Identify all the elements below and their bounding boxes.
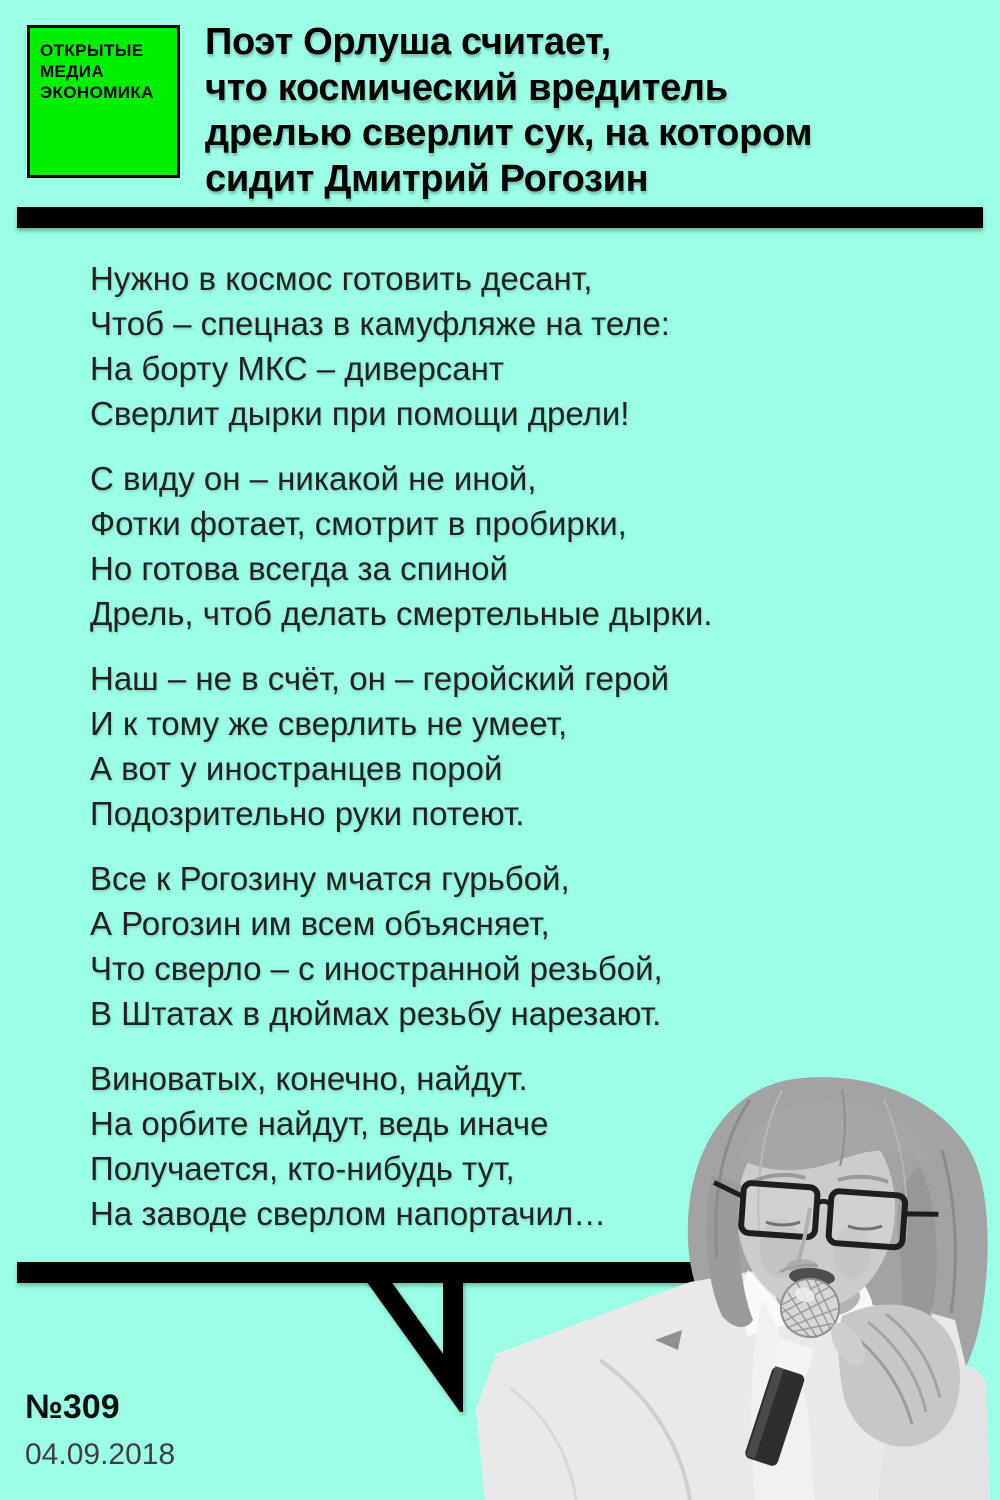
poem-line: Но готова всегда за спиной (90, 550, 508, 587)
poem-line: С виду он – никакой не иной, (90, 460, 537, 497)
poem-stanza-1 (90, 256, 712, 436)
poem-line: И к тому же сверлить не умеет, (90, 705, 568, 742)
poem-stanza-2 (90, 456, 712, 636)
headline-line-1: Поэт Орлуша считает, (205, 21, 611, 63)
headline-line-2: что космический вредитель (205, 66, 728, 109)
poem-line: Подозрительно руки потеют. (90, 795, 525, 832)
poem-line: А вот у иностранцев порой (90, 750, 503, 787)
poem-line: Что сверло – с иностранной резьбой, (90, 950, 663, 987)
logo-line-1: ОТКРЫТЫЕ (40, 41, 144, 60)
poem-line: На орбите найдут, ведь иначе (90, 1105, 549, 1142)
poem-line: Все к Рогозину мчатся гурьбой, (90, 860, 570, 897)
poet-orlusha-portrait-photo (450, 1058, 1000, 1500)
poem-stanza-3 (90, 656, 712, 836)
poem-line: Наш – не в счёт, он – геройский герой (90, 660, 670, 697)
headline-line-3: дрелью сверлит сук, на котором (205, 112, 813, 154)
poem-line: Нужно в космос готовить десант, (90, 260, 593, 297)
poem-line: Чтоб – спецназ в камуфляже на теле: (90, 305, 670, 342)
headline (205, 20, 985, 202)
logo-line-2: МЕДИА (40, 62, 105, 81)
poem-line: А Рогозин им всем объясняет, (90, 905, 550, 942)
poem-line: Сверлит дырки при помощи дрели! (90, 395, 630, 432)
poem-line: Дрель, чтоб делать смертельные дырки. (90, 595, 713, 632)
poem-line: На заводе сверлом напортачил… (90, 1195, 607, 1232)
speech-bubble-top-bar (17, 207, 983, 228)
poem-line: Виноватых, конечно, найдут. (90, 1060, 528, 1097)
logo-line-3: ЭКОНОМИКА (40, 83, 154, 102)
poem-line: Фотки фотает, смотрит в пробирки, (90, 505, 627, 542)
poem-line: На борту МКС – диверсант (90, 350, 504, 387)
issue-date: 04.09.2018 (25, 1438, 176, 1471)
poem-line: В Штатах в дюймах резьбу нарезают. (90, 995, 662, 1032)
poem-line: Получается, кто-нибудь тут, (90, 1150, 515, 1187)
issue-number: №309 (25, 1388, 120, 1426)
openmedia-economics-logo (27, 25, 180, 178)
headline-line-4: сидит Дмитрий Рогозин (205, 157, 649, 200)
poem-stanza-4 (90, 856, 712, 1036)
